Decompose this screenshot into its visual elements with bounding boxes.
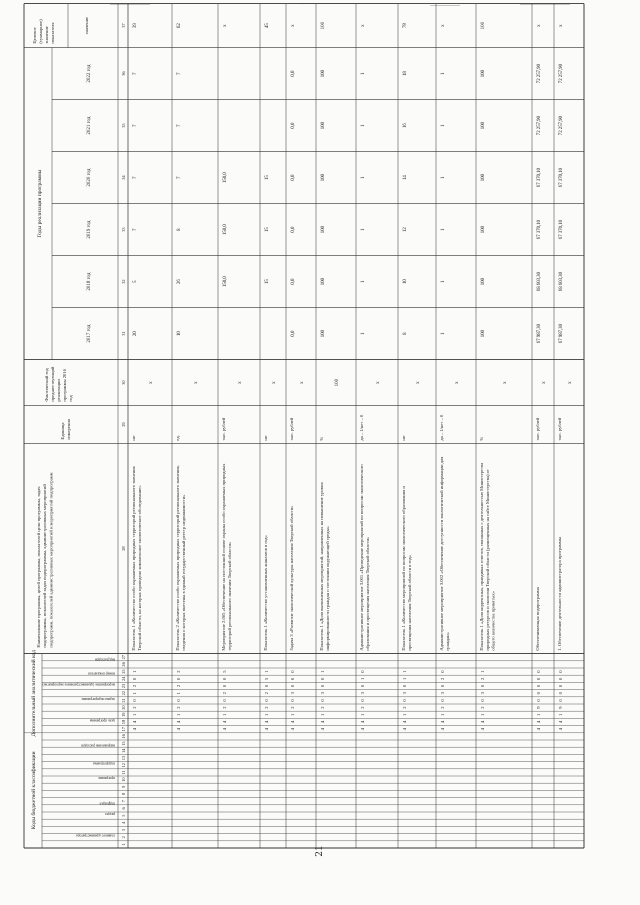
analytic-code: 4: [480, 720, 485, 724]
column-number: 15: [121, 741, 126, 746]
row-year-value: 67 370,10: [559, 220, 564, 240]
analytic-code: 4: [264, 720, 269, 724]
row-year-value: 72 257,90: [537, 116, 542, 136]
row-year-value: 15: [265, 279, 270, 284]
row-year-value: 68 603,30: [559, 272, 564, 292]
row-year-value: 67 370,10: [537, 168, 542, 188]
row-target-value: 78: [403, 23, 408, 29]
code-subheader-cel: цель программы: [89, 718, 115, 723]
analytic-code: 2: [264, 692, 269, 695]
analytic-code: 0: [440, 684, 445, 688]
scan-artifact: [110, 4, 150, 5]
row-year-value: 100: [481, 329, 486, 338]
row-name: Мероприятие 2.005 «Обеспечение на постоянной основе охраны особо охраняемых природныхтерриторий регионального значения Тверской области»: [221, 463, 232, 651]
analytic-code: 2: [440, 706, 445, 709]
row-year-value: 67 987,30: [537, 324, 542, 344]
row-year-value: 150,0: [223, 172, 228, 183]
analytic-code: 9: [536, 706, 541, 709]
column-number: 32: [121, 279, 126, 284]
analytic-code: 4: [536, 720, 541, 724]
analytic-code: 0: [536, 692, 541, 695]
row-fact-value: х: [272, 381, 277, 384]
analytic-code: 0: [536, 684, 541, 688]
column-number: 9: [121, 785, 126, 788]
row-target-value: х: [537, 24, 542, 27]
analytic-code: 1: [360, 677, 365, 680]
analytic-code: 2: [132, 684, 137, 688]
analytic-code: 3: [320, 692, 325, 695]
row-year-value: 1: [441, 124, 446, 127]
column-number: 19: [121, 712, 126, 717]
row-year-value: 7: [177, 176, 182, 179]
analytic-code: 4: [440, 720, 445, 724]
row-year-value: 100: [481, 173, 486, 182]
row-fact-value: х: [568, 381, 573, 384]
analytic-code: 2: [176, 706, 181, 709]
analytic-code: 1: [132, 713, 137, 716]
row-year-value: 100: [321, 277, 326, 286]
row-year-value: 1: [361, 332, 366, 335]
row-year-value: 68 603,30: [537, 272, 542, 292]
rotated-table-sheet: [24, 16, 584, 848]
column-number: 2: [121, 836, 126, 839]
row-name: Административное мероприятие 3.001 «Проведение мероприятий по вопросам экологическогообразования и просвещения населения Тверской области»: [359, 464, 370, 651]
row-unit: тыс. рублей: [535, 417, 540, 441]
column-number: 12: [121, 763, 126, 768]
fact-year-header: Фактический годпредшествующийреализациипрограммы 2016год: [44, 366, 73, 402]
table-cells: [30, 17, 573, 846]
analytic-code: 2: [290, 706, 295, 709]
row-fact-value: 100: [335, 378, 340, 387]
analytic-code: 2: [264, 706, 269, 709]
scan-artifact: [520, 4, 570, 5]
row-year-value: 150,0: [223, 276, 228, 287]
analytic-code: 0: [222, 677, 227, 680]
code-subheader-direction: направление расходов: [81, 743, 115, 748]
row-year-value: 20: [133, 331, 138, 336]
analytic-code: 3: [290, 692, 295, 695]
analytic-code: 0: [360, 684, 365, 688]
column-number: 20: [121, 705, 126, 710]
analytic-code: 0: [360, 670, 365, 673]
analytic-code: 0: [536, 670, 541, 673]
column-number: 25: [121, 669, 126, 674]
column-number: 27: [121, 655, 126, 660]
row-name: Обеспечивающая подпрограмма: [535, 587, 540, 651]
year-header-3: 2019 год: [87, 220, 92, 239]
row-year-value: 14: [403, 175, 408, 180]
analytic-code: 0: [132, 677, 137, 680]
row-name: 1. Обеспечение деятельности администратора программы: [557, 537, 562, 651]
analytic-code: 0: [264, 684, 269, 688]
row-name: Показатель 2 «Количество особо охраняемых природных территорий регионального значения,сведения о которых внесены в единый государственный реестр недвижимости»: [175, 465, 186, 651]
column-number: 7: [121, 800, 126, 803]
analytic-code: 0: [264, 699, 269, 702]
year-header-5: 2021 год: [87, 116, 92, 135]
analytic-code: 0: [320, 677, 325, 680]
analytic-code: 4: [290, 728, 295, 731]
target-header: Целевое(суммарное)значениепоказателя: [32, 19, 55, 44]
analytic-code: 4: [558, 720, 563, 724]
row-year-value: 0,0: [291, 278, 296, 285]
analytic-code: 0: [480, 699, 485, 702]
row-year-value: 7: [177, 124, 182, 127]
column-number: 14: [121, 748, 126, 753]
row-year-value: 1: [361, 176, 366, 179]
analytic-code: 1: [536, 713, 541, 716]
target-sub-header: значение: [84, 16, 89, 35]
row-fact-value: х: [376, 381, 381, 384]
analytic-code: 1: [440, 713, 445, 716]
row-name: Показатель 1 «Доля корректных, правдивых ответов, связанных с деятельностью Министерстваприродных ресурсов и экологии Тверской области (размещенных на сайте Министерства) отобщего количества принятых»: [479, 462, 496, 651]
analytic-code: 1: [264, 713, 269, 716]
row-year-value: 1: [441, 280, 446, 283]
analytic-code: 4: [320, 728, 325, 731]
program-indicators-table: [24, 16, 584, 848]
year-header-6: 2022 год: [87, 64, 92, 83]
row-target-value: 62: [177, 23, 182, 29]
row-target-value: 39: [133, 23, 138, 29]
column-number: 21: [121, 698, 126, 703]
row-year-value: 0,0: [291, 122, 296, 129]
row-unit: да – 1/нет – 0: [359, 414, 364, 441]
row-year-value: 26: [177, 279, 182, 284]
row-year-value: 67 370,10: [537, 220, 542, 240]
analytic-code: 4: [264, 728, 269, 731]
column-number: 6: [121, 807, 126, 810]
analytic-code: 0: [558, 699, 563, 702]
row-target-value: х: [361, 24, 366, 27]
analytic-code: 1: [264, 670, 269, 673]
row-year-value: 100: [321, 173, 326, 182]
column-number: 23: [121, 683, 126, 689]
column-number: 5: [121, 814, 126, 817]
analytic-code: 0: [176, 677, 181, 680]
scan-artifact: [430, 5, 460, 6]
row-target-value: х: [223, 24, 228, 27]
column-number: 30: [121, 380, 126, 385]
analytic-code: 4: [402, 720, 407, 724]
analytic-code: 0: [222, 699, 227, 702]
analytic-code: 0: [440, 670, 445, 673]
code-subheader-program: программа: [98, 776, 115, 781]
analytic-code: 4: [222, 728, 227, 731]
analytic-code: 1: [402, 713, 407, 716]
row-year-value: 5: [133, 280, 138, 283]
analytic-code: 0: [536, 699, 541, 702]
analytic-code: 3: [480, 692, 485, 695]
row-name: Административное мероприятие 3.002 «Обеспечение доступности экологической информации дляграждан»: [439, 456, 450, 651]
row-target-value: 45: [265, 23, 270, 29]
analytic-code: 0: [558, 677, 563, 680]
row-fact-value: х: [300, 381, 305, 384]
column-number: 1: [121, 843, 126, 846]
analytic-code: 0: [360, 699, 365, 702]
column-number: 3: [121, 828, 126, 832]
row-year-value: 67 987,30: [559, 324, 564, 344]
analytic-code: 2: [132, 706, 137, 709]
row-year-value: 100: [481, 69, 486, 78]
row-year-value: 15: [265, 227, 270, 232]
row-name: Показатель 1 «Количество установленных аншлагов в год»: [263, 535, 268, 651]
row-year-value: 0,0: [291, 330, 296, 337]
analytic-code: 2: [320, 706, 325, 709]
row-year-value: 7: [133, 124, 138, 127]
row-target-value: х: [559, 24, 564, 27]
analytic-code: 4: [132, 728, 137, 731]
column-number: 36: [121, 71, 126, 76]
analytic-code: 0: [290, 677, 295, 680]
code-subheader-podrazdel: подраздел: [99, 801, 115, 806]
row-year-value: 0,0: [291, 70, 296, 77]
analytic-code: 2: [176, 670, 181, 673]
row-year-value: 8: [177, 228, 182, 231]
budget-codes-header: Коды бюджетной классификации: [31, 751, 37, 830]
row-year-value: 100: [321, 69, 326, 78]
row-year-value: 1: [361, 124, 366, 127]
analytic-code: 4: [402, 728, 407, 731]
column-number: 4: [121, 821, 126, 824]
unit-header: Единицаизмерения: [60, 419, 71, 440]
column-number: 11: [121, 770, 126, 775]
extra-codes-header: Дополнительный аналитический код: [31, 650, 37, 737]
analytic-code: 0: [222, 684, 227, 688]
column-number: 37: [121, 23, 126, 28]
analytic-code: 1: [222, 713, 227, 716]
row-year-value: 100: [481, 277, 486, 286]
analytic-code: 1: [132, 670, 137, 673]
analytic-code: 0: [176, 699, 181, 702]
column-number: 26: [121, 662, 126, 667]
row-fact-value: х: [238, 381, 243, 384]
column-number: 24: [121, 676, 126, 681]
row-fact-value: х: [416, 381, 421, 384]
row-year-value: 1: [441, 72, 446, 75]
analytic-code: 0: [480, 684, 485, 688]
analytic-code: 4: [440, 728, 445, 731]
analytic-code: 1: [176, 713, 181, 716]
analytic-code: 3: [360, 692, 365, 695]
column-number: 35: [121, 123, 126, 128]
analytic-code: 1: [360, 713, 365, 716]
code-subheader-admin: главного администратора: [76, 833, 115, 838]
row-year-value: 7: [133, 72, 138, 75]
row-unit: шт: [263, 435, 268, 441]
analytic-code: 4: [290, 720, 295, 724]
analytic-code: 0: [320, 699, 325, 702]
row-year-value: 67 370,10: [559, 168, 564, 188]
column-number: 34: [121, 175, 126, 180]
analytic-code: 0: [290, 699, 295, 702]
row-year-value: 7: [177, 72, 182, 75]
row-year-value: 7: [133, 176, 138, 179]
row-unit: шт: [131, 435, 136, 441]
analytic-code: 4: [558, 728, 563, 731]
analytic-code: 4: [320, 720, 325, 724]
analytic-code: 1: [558, 713, 563, 716]
row-name: Показатель 1 «Количество особо охраняемых природных территорий регионального значенияТверской области, на которых проведено комплексное экологическое обследование»: [131, 466, 142, 651]
row-year-value: 1: [441, 228, 446, 231]
row-year-value: 100: [481, 121, 486, 130]
analytic-code: 0: [440, 699, 445, 702]
row-unit: тыс. рублей: [289, 417, 294, 441]
row-name: Показатель 1 «Доля выполненных мероприятий, направленных на повышение уровняинформированности граждан о состоянии окружающей среды»: [319, 482, 330, 651]
years-group-header: Годы реализации программы: [37, 169, 43, 238]
row-unit: %: [479, 436, 484, 441]
analytic-code: 1: [176, 692, 181, 695]
analytic-code: 0: [558, 692, 563, 695]
analytic-code: 0: [536, 677, 541, 680]
row-year-value: 100: [321, 329, 326, 338]
year-header-1: 2017 год: [87, 324, 92, 343]
row-year-value: 1: [361, 280, 366, 283]
row-unit: тыс. рублей: [221, 417, 226, 441]
column-number: 16: [121, 734, 126, 739]
row-unit: шт: [401, 435, 406, 441]
column-number: 10: [121, 777, 126, 782]
row-fact-value: х: [149, 381, 154, 384]
row-fact-value: х: [194, 381, 199, 384]
code-subheader-subprogram: подпрограмма: [93, 761, 115, 766]
column-number: 29: [121, 422, 126, 427]
row-target-value: х: [291, 24, 296, 27]
row-unit: ед.: [175, 435, 180, 441]
row-year-value: 1: [361, 72, 366, 75]
analytic-code: 5: [222, 670, 227, 673]
analytic-code: 1: [480, 713, 485, 716]
row-year-value: 1: [361, 228, 366, 231]
code-subheader-type: вид расходов: [95, 657, 115, 662]
row-fact-value: х: [542, 381, 547, 384]
analytic-code: 5: [264, 677, 269, 680]
code-subheader-razdel: раздел: [105, 812, 115, 817]
analytic-code: 2: [402, 706, 407, 709]
analytic-code: 2: [176, 684, 181, 688]
row-year-value: 0,0: [291, 226, 296, 233]
row-year-value: 100: [481, 225, 486, 234]
row-target-value: 100: [321, 21, 326, 30]
row-year-value: 100: [321, 225, 326, 234]
row-year-value: 72 257,90: [559, 64, 564, 84]
analytic-code: 0: [290, 684, 295, 688]
row-year-value: 72 257,90: [537, 64, 542, 84]
row-unit: тыс. рублей: [557, 417, 562, 441]
row-year-value: 0,0: [291, 174, 296, 181]
analytic-code: 0: [402, 699, 407, 702]
analytic-code: 4: [222, 720, 227, 724]
analytic-code: 1: [320, 670, 325, 673]
analytic-code: 0: [290, 670, 295, 673]
analytic-code: 9: [558, 706, 563, 709]
column-number: 18: [121, 719, 126, 725]
year-header-2: 2018 год: [87, 272, 92, 291]
row-unit: %: [319, 436, 324, 441]
row-year-value: 1: [441, 176, 446, 179]
row-year-value: 7: [133, 228, 138, 231]
row-year-value: 1: [441, 332, 446, 335]
analytic-code: 4: [360, 728, 365, 731]
analytic-code: 4: [360, 720, 365, 724]
analytic-code: 4: [132, 720, 137, 724]
row-target-value: 100: [481, 21, 486, 30]
row-name: Задача 3 «Развитие экологической культуры населения Тверской области»: [289, 505, 294, 651]
analytic-code: 0: [132, 699, 137, 702]
analytic-code: 1: [320, 713, 325, 716]
analytic-code: 3: [402, 692, 407, 695]
code-subheader-pok: номер показателя: [88, 671, 115, 676]
row-year-value: 72 257,90: [559, 116, 564, 136]
analytic-code: 1: [402, 677, 407, 680]
column-number: 13: [121, 755, 126, 761]
analytic-code: 4: [536, 728, 541, 731]
analytic-code: 0: [402, 684, 407, 688]
row-year-value: 12: [403, 227, 408, 232]
row-year-value: 10: [177, 331, 182, 336]
row-year-value: 15: [265, 175, 270, 180]
year-header-4: 2020 год: [87, 168, 92, 187]
analytic-code: 1: [132, 692, 137, 695]
analytic-code: 0: [558, 670, 563, 673]
analytic-code: 2: [222, 692, 227, 695]
column-number: 31: [121, 331, 126, 336]
row-year-value: 150,0: [223, 224, 228, 235]
row-name: Показатель 1 «Количество мероприятий по вопросам экологического образования ипросвещения населения Тверской области в год»: [401, 486, 412, 651]
row-year-value: 16: [403, 123, 408, 128]
code-subheader-mer: мероприятие (административное мероприятие): [42, 682, 115, 687]
page-number: 21: [315, 845, 325, 857]
analytic-code: 1: [480, 670, 485, 673]
analytic-code: 4: [480, 728, 485, 731]
row-year-value: 18: [403, 71, 408, 76]
column-number: 8: [121, 792, 126, 796]
analytic-code: 2: [480, 706, 485, 709]
row-target-value: х: [441, 24, 446, 27]
row-fact-value: х: [455, 381, 460, 384]
analytic-code: 3: [440, 692, 445, 695]
analytic-code: 0: [320, 684, 325, 688]
analytic-code: 4: [176, 728, 181, 731]
column-number: 17: [121, 727, 126, 732]
column-number: 22: [121, 691, 126, 696]
analytic-code: 2: [480, 677, 485, 680]
analytic-code: 2: [440, 677, 445, 680]
analytic-code: 1: [402, 670, 407, 673]
analytic-code: 4: [176, 720, 181, 724]
analytic-code: 2: [222, 706, 227, 709]
name-column-header: Наименование программы, целей программы, показателей цели программы, задачподпрограммы, показателей задач подпрограммы, административных мероприятийподпрограмм, показателей административных мероприятий и мероприятий подпрограмм: [36, 472, 54, 648]
code-subheader-zadacha: задача подпрограммы: [81, 696, 115, 701]
column-number: 33: [121, 227, 126, 232]
row-unit: да – 1/нет – 0: [439, 414, 444, 441]
column-number: 28: [121, 546, 126, 551]
analytic-code: 0: [558, 684, 563, 688]
row-fact-value: х: [503, 381, 508, 384]
row-year-value: 10: [403, 279, 408, 284]
row-year-value: 100: [321, 121, 326, 130]
row-year-value: 8: [403, 332, 408, 335]
analytic-code: 1: [290, 713, 295, 716]
analytic-code: 2: [360, 706, 365, 709]
